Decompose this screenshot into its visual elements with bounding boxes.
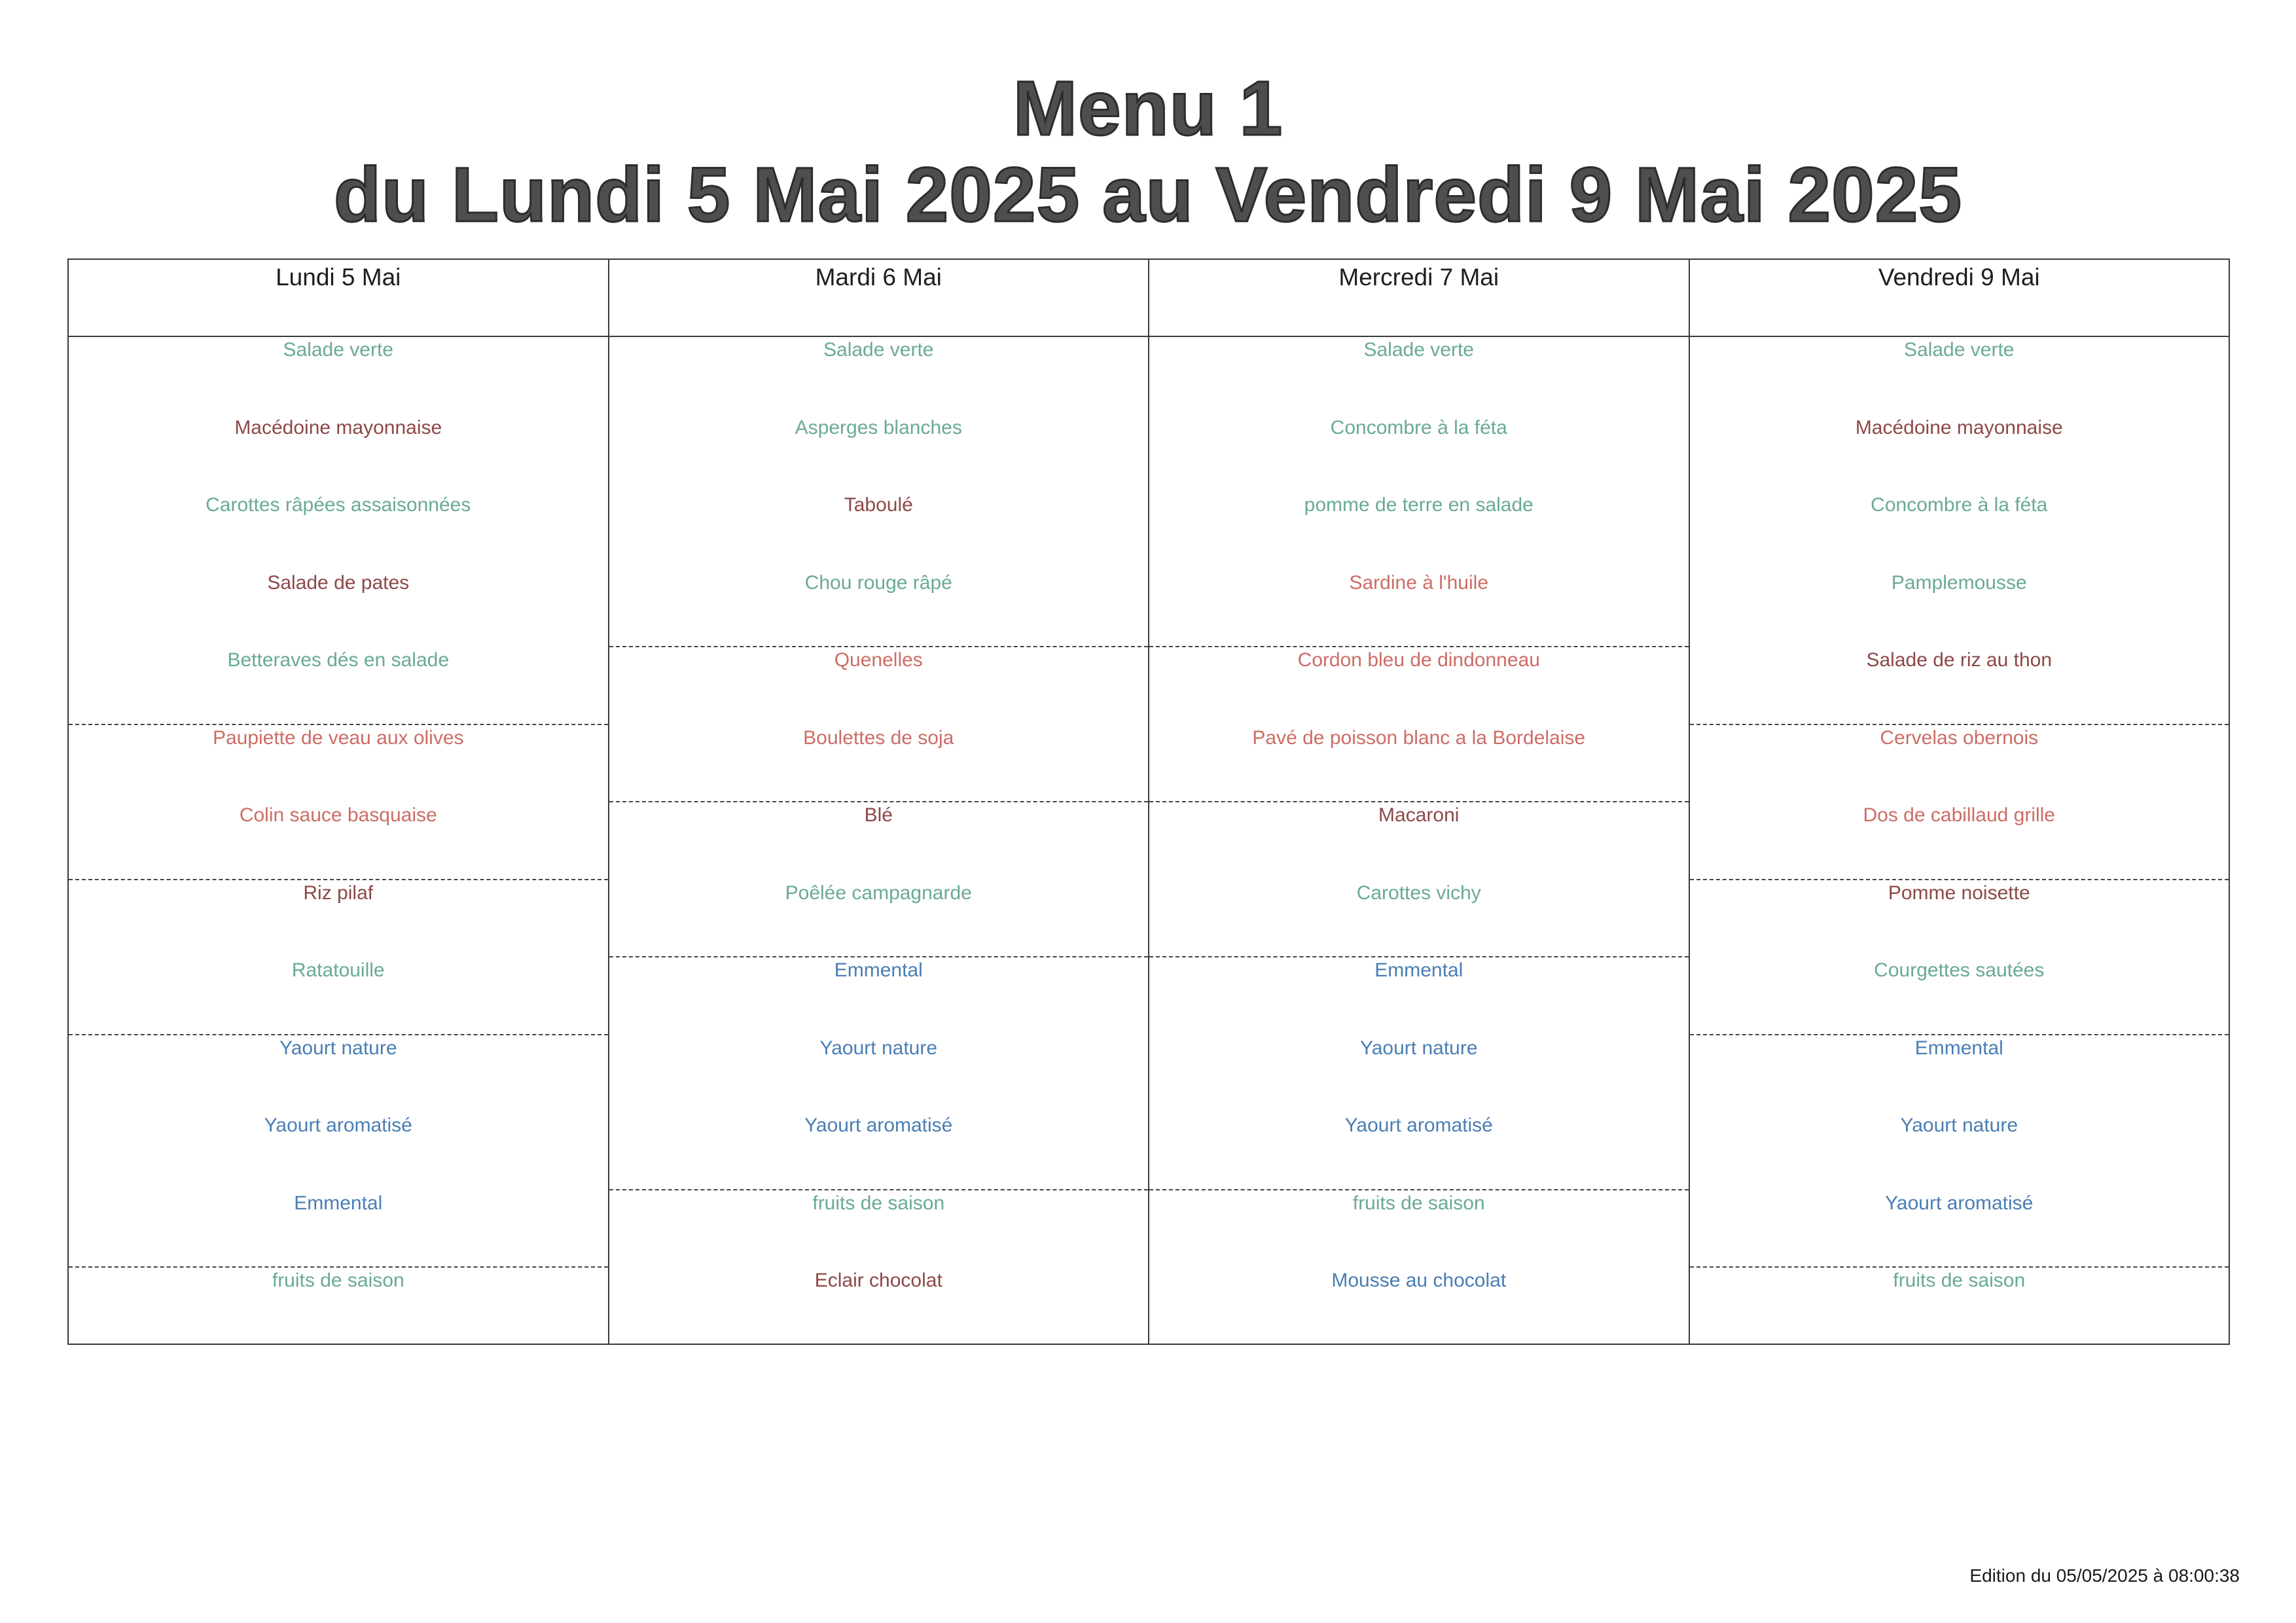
menu-title-line2: du Lundi 5 Mai 2025 au Vendredi 9 Mai 2025 <box>333 152 1963 238</box>
course-separator <box>69 724 608 725</box>
course-separator <box>1690 879 2229 880</box>
menu-item: Courgettes sautées <box>1874 959 2045 981</box>
course-separator <box>1149 801 1689 802</box>
menu-item: Cordon bleu de dindonneau <box>1297 649 1540 671</box>
course-separator <box>609 646 1149 647</box>
menu-item: Mousse au chocolat <box>1331 1270 1507 1291</box>
course-separator <box>69 879 608 880</box>
menu-item: Cervelas obernois <box>1880 726 2039 749</box>
menu-item: Emmental <box>1914 1037 2003 1059</box>
menu-item: Betteraves dés en salade <box>227 649 450 671</box>
menu-item: Sardine à l'huile <box>1349 571 1489 594</box>
menu-item: Yaourt aromatisé <box>804 1115 953 1136</box>
course-separator <box>1149 646 1689 647</box>
menu-item: Yaourt nature <box>1900 1115 2018 1136</box>
day-column-mardi <box>608 260 1149 1344</box>
day-column-mercredi <box>1148 260 1689 1344</box>
menu-item: fruits de saison <box>1893 1270 2026 1291</box>
course-separator <box>69 1034 608 1035</box>
menu-item: Yaourt nature <box>819 1037 938 1059</box>
menu-item: Poêlée campagnarde <box>785 882 972 904</box>
course-separator <box>1690 1266 2229 1268</box>
menu-table <box>67 259 2230 1345</box>
menu-item: Emmental <box>834 959 923 981</box>
menu-item: Yaourt aromatisé <box>1344 1115 1493 1136</box>
menu-item: fruits de saison <box>1352 1192 1485 1214</box>
menu-item: Paupiette de veau aux olives <box>212 726 464 749</box>
menu-title <box>0 65 2296 238</box>
menu-item: Concombre à la féta <box>1871 494 2048 516</box>
course-separator <box>609 956 1149 957</box>
menu-item: Salade de pates <box>267 571 410 594</box>
menu-item: fruits de saison <box>812 1192 945 1214</box>
menu-item: Emmental <box>294 1192 383 1214</box>
menu-item: Macaroni <box>1378 804 1460 826</box>
day-header: Vendredi 9 Mai <box>1690 260 2229 337</box>
menu-item: Chou rouge râpé <box>804 571 952 594</box>
menu-item: Macédoine mayonnaise <box>1855 416 2063 438</box>
menu-item: Pomme noisette <box>1888 882 2030 904</box>
menu-item: Salade verte <box>1904 339 2015 361</box>
course-separator <box>69 1266 608 1268</box>
course-separator <box>1149 956 1689 957</box>
menu-item: Salade verte <box>283 339 393 361</box>
menu-item: Yaourt nature <box>1359 1037 1478 1059</box>
edition-timestamp: Edition du 05/05/2025 à 08:00:38 <box>1969 1565 2240 1586</box>
course-separator <box>1690 724 2229 725</box>
menu-item: Concombre à la féta <box>1330 416 1507 438</box>
menu-item: Pamplemousse <box>1891 571 2027 594</box>
course-separator <box>609 1189 1149 1190</box>
menu-item: Carottes vichy <box>1356 882 1481 904</box>
menu-item: Carottes râpées assaisonnées <box>206 494 471 516</box>
menu-item: Quenelles <box>834 649 923 671</box>
course-separator <box>1690 1034 2229 1035</box>
menu-item: Asperges blanches <box>795 416 962 438</box>
day-header: Lundi 5 Mai <box>69 260 608 337</box>
menu-item: pomme de terre en salade <box>1304 494 1534 516</box>
course-separator <box>609 801 1149 802</box>
menu-item: Ratatouille <box>291 959 385 981</box>
menu-item: Yaourt aromatisé <box>1885 1192 2034 1214</box>
day-header: Mercredi 7 Mai <box>1149 260 1689 337</box>
day-column-lundi <box>69 260 608 1344</box>
menu-item: Yaourt nature <box>279 1037 397 1059</box>
day-column-vendredi <box>1689 260 2229 1344</box>
menu-item: Boulettes de soja <box>803 726 954 749</box>
menu-item: Pavé de poisson blanc a la Bordelaise <box>1252 726 1586 749</box>
menu-item: Salade de riz au thon <box>1866 649 2053 671</box>
menu-item: Yaourt aromatisé <box>264 1115 412 1136</box>
menu-item: Emmental <box>1374 959 1463 981</box>
menu-item: Eclair chocolat <box>814 1270 942 1291</box>
menu-item: Salade verte <box>823 339 934 361</box>
menu-item: Salade verte <box>1363 339 1474 361</box>
menu-item: Taboulé <box>844 494 913 516</box>
day-header: Mardi 6 Mai <box>609 260 1149 337</box>
menu-item: Macédoine mayonnaise <box>234 416 442 438</box>
menu-item: Riz pilaf <box>303 882 374 904</box>
menu-item: fruits de saison <box>272 1270 404 1291</box>
menu-title-line1: Menu 1 <box>1013 65 1283 152</box>
menu-item: Blé <box>864 804 893 826</box>
course-separator <box>1149 1189 1689 1190</box>
menu-item: Colin sauce basquaise <box>239 804 437 826</box>
menu-item: Dos de cabillaud grille <box>1863 804 2055 826</box>
